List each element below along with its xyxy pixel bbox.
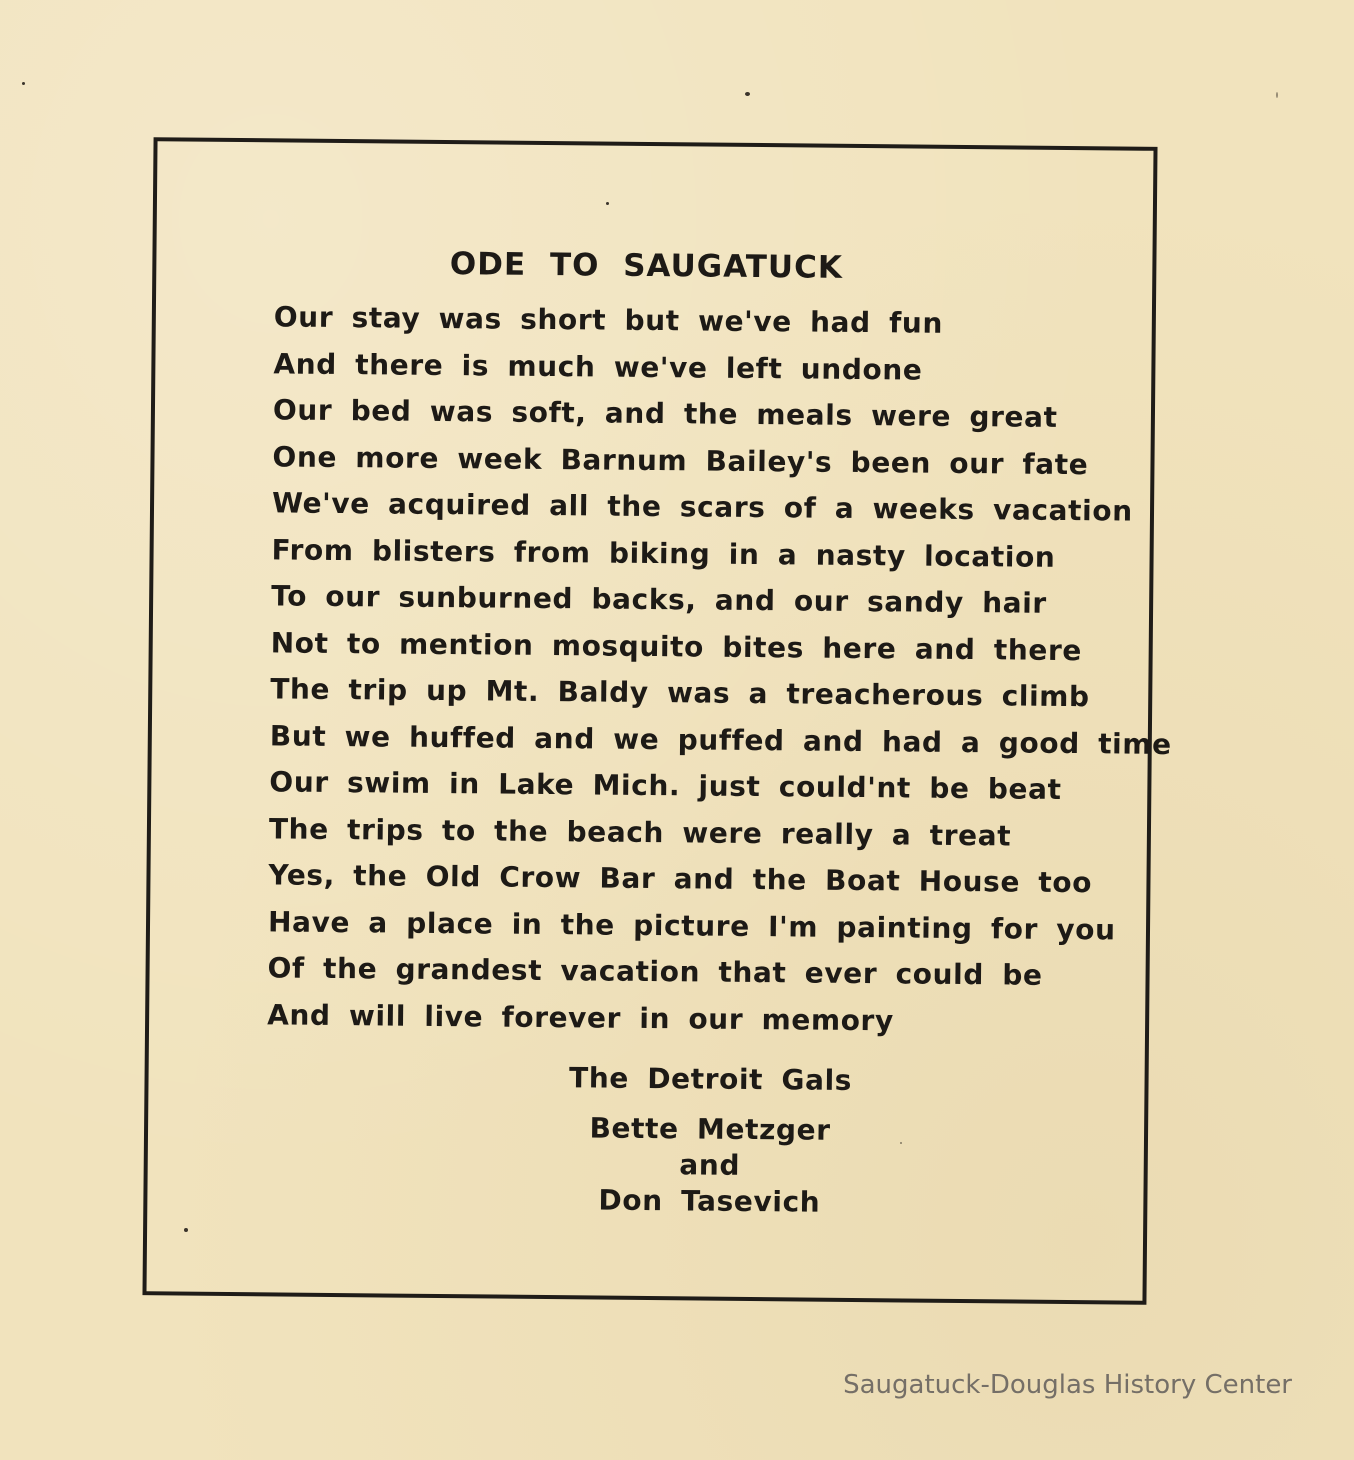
poem-line: The trips to the beach were really a treat [268, 811, 1012, 852]
poem-border-frame [142, 137, 1172, 1305]
poem-body [267, 294, 1176, 1047]
paper-speck [184, 1228, 188, 1232]
poem-line: And will live forever in our memory [267, 997, 894, 1037]
paper-speck [745, 92, 750, 96]
signature-block [209, 1058, 1210, 1225]
poem-card [147, 141, 1172, 1301]
signature-conjunction: and [679, 1148, 741, 1182]
poem-line: And there is much we've left undone [273, 346, 923, 387]
poem-line: Our bed was soft, and the meals were great [272, 393, 1058, 434]
poem-line: Of the grandest vacation that ever could be [267, 951, 1043, 992]
poem-line: We've acquired all the scars of a weeks vacation [271, 486, 1133, 528]
signature-authors [209, 1107, 1210, 1225]
paper-speck [606, 202, 609, 205]
poem-line: From blisters from biking in a nasty location [271, 532, 1056, 574]
poem-line: One more week Barnum Bailey's been our fate [272, 439, 1089, 481]
poem-line: Yes, the Old Crow Bar and the Boat House too [268, 858, 1093, 900]
poem-line: Have a place in the picture I'm painting for you [267, 904, 1116, 946]
poem-line: Not to mention mosquito bites here and there [270, 625, 1083, 667]
paper-speck [900, 1142, 902, 1144]
archive-watermark: Saugatuck-Douglas History Center [843, 1370, 1292, 1400]
paper-speck [1276, 92, 1278, 98]
poem-line: Our swim in Lake Mich. just could'nt be beat [269, 765, 1062, 806]
signature-author-1: Bette Metzger [589, 1111, 831, 1147]
poem-title: ODE TO SAUGATUCK [449, 246, 844, 286]
poem-line: To our sunburned backs, and our sandy hair [271, 579, 1047, 620]
poem-line: Our stay was short but we've had fun [273, 300, 944, 340]
paper-speck [22, 82, 25, 85]
signature-author-2: Don Tasevich [598, 1183, 821, 1219]
poem-line: But we huffed and we puffed and had a good time [269, 718, 1172, 761]
signature-group-name: The Detroit Gals [568, 1061, 853, 1097]
poem-line: The trip up Mt. Baldy was a treacherous climb [270, 672, 1090, 714]
